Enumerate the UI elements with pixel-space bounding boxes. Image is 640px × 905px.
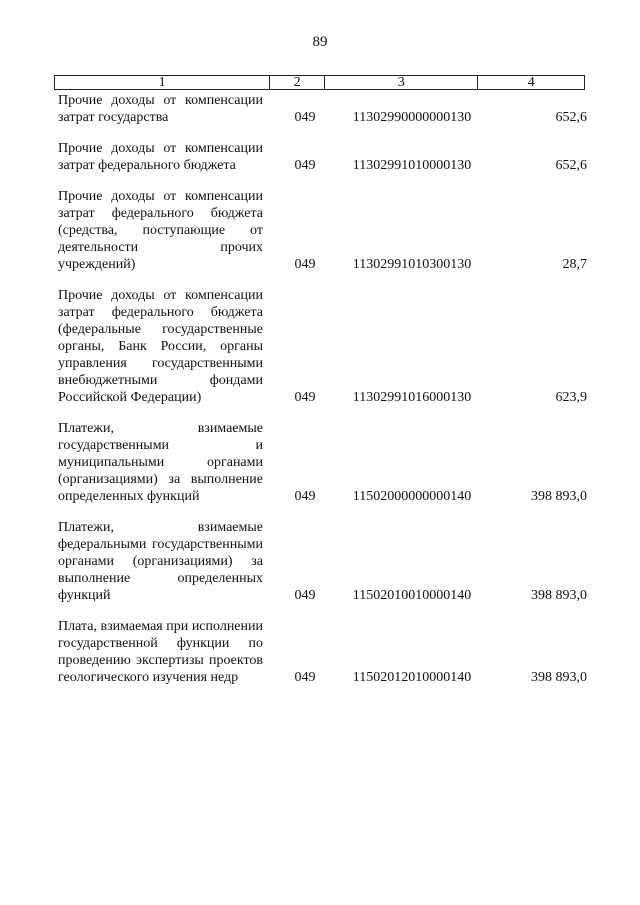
- header-col-2: 2: [270, 76, 325, 89]
- row-amount: 623,9: [555, 390, 587, 405]
- header-col-3: 3: [325, 76, 478, 89]
- table-row: [58, 420, 588, 505]
- table-body: [58, 92, 588, 700]
- row-budget-code: 11302990000000130: [352, 110, 472, 125]
- header-col-4: 4: [527, 75, 535, 90]
- row-budget-code: 11502000000000140: [352, 489, 472, 504]
- table-row: [58, 188, 588, 273]
- row-name: Прочие доходы от компенсации затрат федерального бюджета: [58, 141, 263, 173]
- table-row: [58, 287, 588, 406]
- row-admin-code: 049: [294, 257, 316, 272]
- row-admin-code: 049: [294, 390, 316, 405]
- row-amount: 652,6: [555, 110, 587, 125]
- row-name: Прочие доходы от компенсации затрат государства: [58, 93, 263, 125]
- table-row: [58, 140, 588, 174]
- row-name: Плата, взимаемая при исполнении государственной функции по проведению экспертизы проектов геологического изучения недр: [58, 619, 263, 685]
- row-budget-code: 11302991010000130: [352, 158, 472, 173]
- row-amount: 398 893,0: [531, 670, 587, 685]
- row-name: Платежи, взимаемые федеральными государственными органами (организациями) за выполнение определенных функций: [58, 520, 263, 603]
- row-budget-code: 11502012010000140: [352, 670, 472, 685]
- row-amount: 398 893,0: [531, 489, 587, 504]
- row-budget-code: 11502010010000140: [352, 588, 472, 603]
- table-row: [58, 618, 588, 686]
- row-budget-code: 11302991016000130: [352, 390, 472, 405]
- row-amount: 398 893,0: [531, 588, 587, 603]
- page-number: 89: [312, 34, 328, 50]
- row-admin-code: 049: [294, 588, 316, 603]
- row-name: Прочие доходы от компенсации затрат федерального бюджета (средства, поступающие от деятельности прочих учреждений): [58, 189, 263, 272]
- row-amount: 652,6: [555, 158, 587, 173]
- row-amount: 28,7: [562, 257, 587, 272]
- row-name: Прочие доходы от компенсации затрат федерального бюджета (федеральные государственные органы, Банк России, органы управления государственными внебюджетными фондами Российской Федерации): [58, 288, 263, 405]
- row-admin-code: 049: [294, 110, 316, 125]
- table-row: [58, 92, 588, 126]
- row-admin-code: 049: [294, 158, 316, 173]
- row-name: Платежи, взимаемые государственными и муниципальными органами (организациями) за выполнение определенных функций: [58, 421, 263, 504]
- row-admin-code: 049: [294, 489, 316, 504]
- table-row: [58, 519, 588, 604]
- table-header: [54, 75, 585, 90]
- row-admin-code: 049: [294, 670, 316, 685]
- row-budget-code: 11302991010300130: [352, 257, 472, 272]
- header-col-1: 1: [55, 76, 270, 89]
